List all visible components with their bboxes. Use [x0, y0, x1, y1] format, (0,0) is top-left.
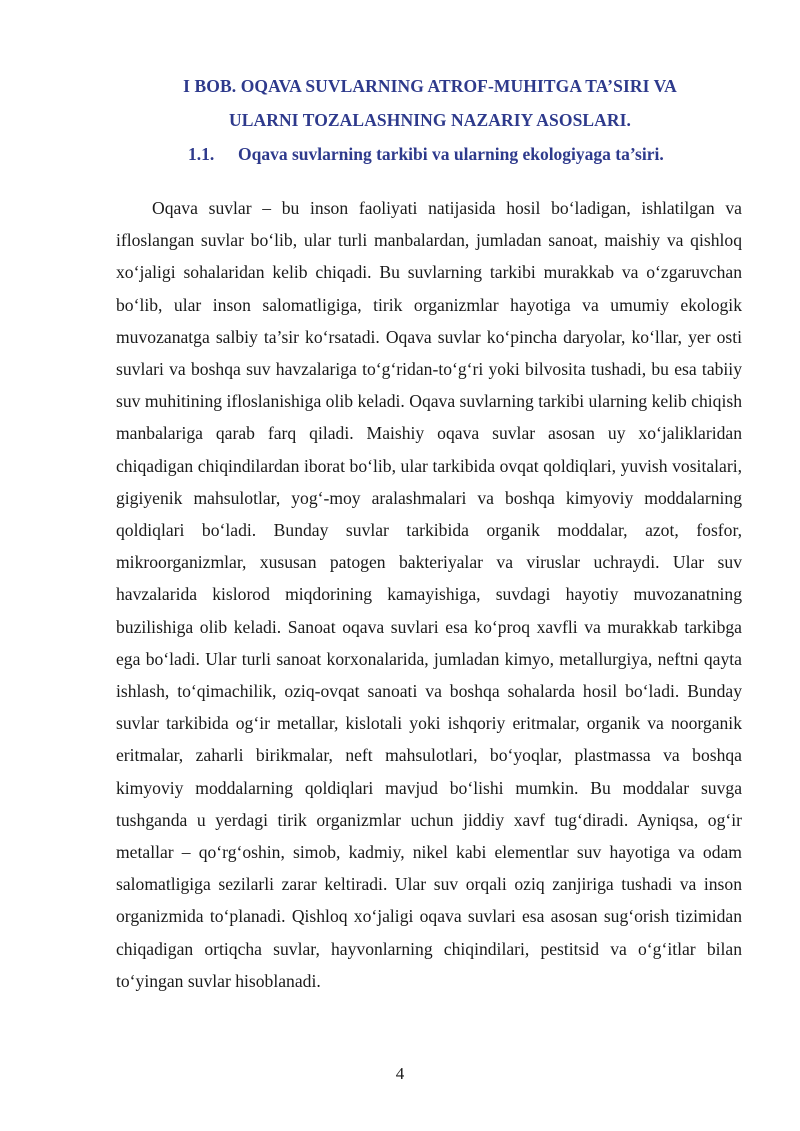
body-paragraph: Oqava suvlar – bu inson faoliyati natijasida hosil bo‘ladigan, ishlatilgan va ifloslangan suvlar bo‘lib, ular turli manbalardan, jumladan sanoat, maishiy va qishloq xo‘jaligi sohalaridan kelib chiqadi. Bu suvlarning tarkibi murakkab va o‘zgaruvchan bo‘lib, ular inson salomatligiga, tirik organizmlar hayotiga va umumiy ekologik muvozanatga salbiy ta’sir ko‘rsatadi. Oqava suvlar ko‘pincha daryolar, ko‘llar, yer osti suvlari va boshqa suv havzalariga to‘g‘ridan-to‘g‘ri yoki bilvosita tushadi, bu esa tabiiy suv muhitining ifloslanishiga olib keladi. Oqava suvlarning tarkibi ularning kelib chiqish manbalariga qarab farq qiladi. Maishiy oqava suvlar asosan uy xo‘jaliklaridan chiqadigan chiqindilardan iborat bo‘lib, ular tarkibida ovqat qoldiqlari, yuvish vositalari, gigiyenik mahsulotlar, yog‘-moy aralashmalari va boshqa kimyoviy moddalarning qoldiqlari bo‘ladi. Bunday suvlar tarkibida organik moddalar, azot, fosfor, mikroorganizmlar, xususan patogen bakteriyalar va viruslar uchraydi. Ular suv havzalarida kislorod miqdorining kamayishiga, suvdagi hayotiy muvozanatning buzilishiga olib keladi. Sanoat oqava suvlari esa ko‘proq xavfli va murakkab tarkibga ega bo‘ladi. Ular turli sanoat korxonalarida, jumladan kimyo, metallurgiya, neftni qayta ishlash, to‘qimachilik, oziq-ovqat sanoati va boshqa sohalarda hosil bo‘ladi. Bunday suvlar tarkibida og‘ir metallar, kislotali yoki ishqoriy eritmalar, organik va noorganik eritmalar, zaharli birikmalar, neft mahsulotlari, bo‘yoqlar, plastmassa va boshqa kimyoviy moddalarning qoldiqlari mavjud bo‘lishi mumkin. Bu moddalar suvga tushganda u yerdagi tirik organizmlar uchun jiddiy xavf tug‘diradi. Ayniqsa, og‘ir metallar – qo‘rg‘oshin, simob, kadmiy, nikel kabi elementlar suv hayotiga va odam salomatligiga sezilarli zarar keltiradi. Ular suv orqali oziq zanjiriga tushadi va inson organizmida to‘planadi. Qishloq xo‘jaligi oqava suvlari esa asosan sug‘orish tizimidan chiqadigan ortiqcha suvlar, hayvonlarning chiqindilari, pestitsid va o‘g‘itlar bilan to‘yingan suvlar hisoblanadi. [116, 198, 742, 991]
chapter-title-line-1: I BOB. OQAVA SUVLARNING ATROF-MUHITGA TA’SIRI VA [183, 76, 677, 96]
chapter-title-line-2: ULARNI TOZALASHNING NAZARIY ASOSLARI. [228, 110, 632, 130]
section-heading [188, 144, 664, 165]
page-number: 4 [395, 1064, 405, 1083]
section-number: 1.1. [188, 144, 215, 164]
section-title: Oqava suvlarning tarkibi va ularning ekologiyaga ta’siri. [238, 144, 664, 164]
